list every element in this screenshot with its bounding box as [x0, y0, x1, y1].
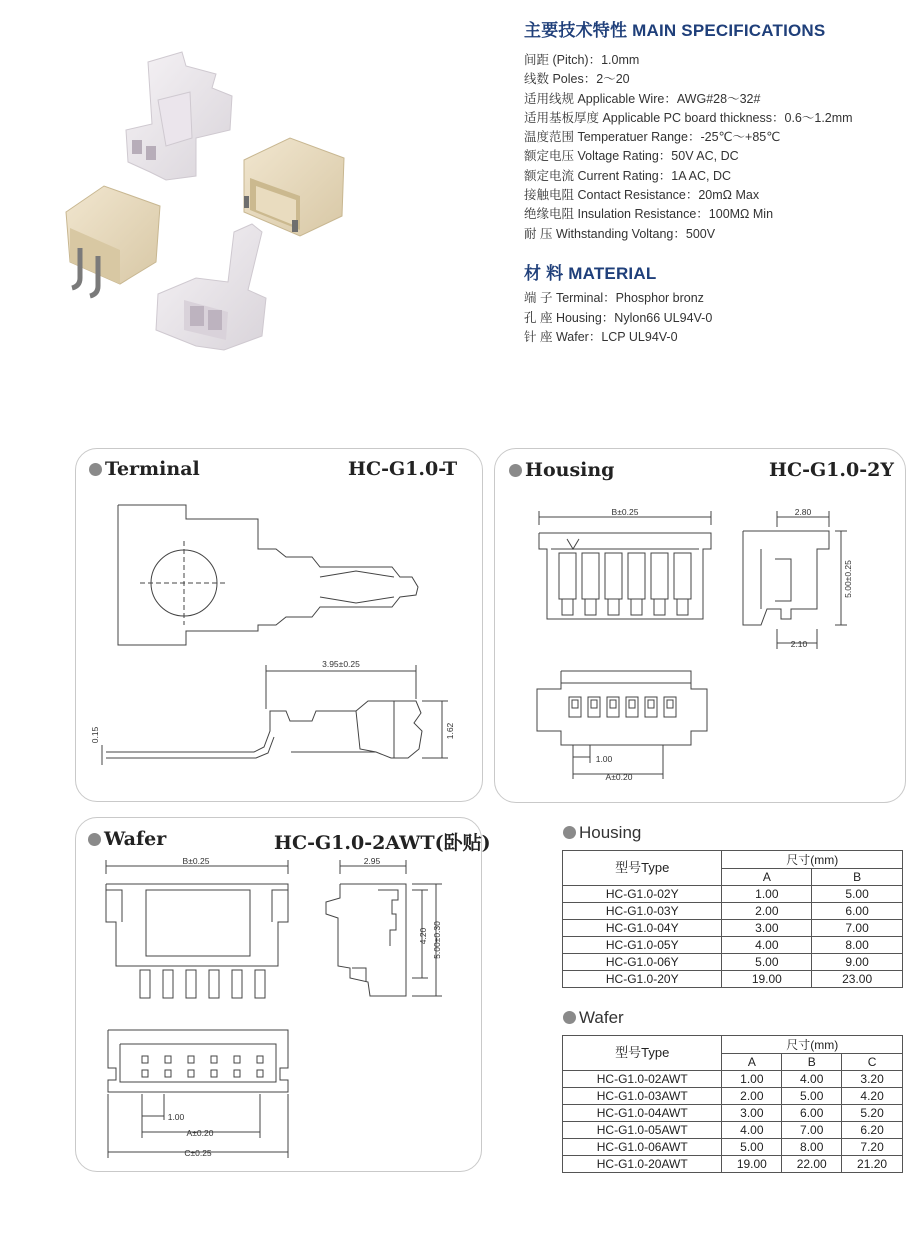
pin-lead: [186, 970, 196, 998]
beige-housing-right: [244, 138, 344, 236]
material-wafer: 针 座 Wafer：LCP UL94V-0: [524, 330, 678, 344]
value-cell: 23.00: [812, 971, 903, 988]
wafer-pitch-dim: 1.00: [167, 1112, 185, 1122]
pin-lead: [209, 970, 219, 998]
material-title: 材 料 MATERIAL: [524, 264, 657, 283]
value-cell: 8.00: [782, 1139, 842, 1156]
value-cell: 9.00: [812, 954, 903, 971]
value-cell: 4.00: [722, 937, 812, 954]
white-plug-top: [126, 52, 232, 180]
housing-b-dim: B±0.25: [611, 507, 639, 517]
wafer-h2-dim: 5.00±0.30: [432, 921, 442, 959]
wafer-table-title: Wafer: [563, 1008, 624, 1028]
column-header: B: [812, 869, 903, 886]
pin-lead: [255, 970, 265, 998]
bullet-icon: [563, 826, 576, 839]
terminal-drawing: [76, 449, 482, 801]
table-row: [563, 1156, 903, 1173]
spec-pitch: 间距 (Pitch)：1.0mm: [524, 53, 640, 67]
spec-wire: 适用线规 Applicable Wire：AWG#28～32#: [524, 91, 761, 106]
table-row: [563, 1122, 903, 1139]
type-header: 型号Type: [563, 1036, 722, 1071]
pin-lead: [232, 970, 242, 998]
table-row: [563, 903, 903, 920]
table-row: [563, 1071, 903, 1088]
pin-top: [142, 1056, 148, 1063]
pin-bottom: [188, 1070, 194, 1077]
housing-panel: [494, 448, 906, 803]
value-cell: 4.20: [842, 1088, 903, 1105]
model-cell: HC-G1.0-05AWT: [563, 1122, 722, 1139]
housing-table-title: Housing: [563, 823, 641, 843]
material-housing: 孔 座 Housing：Nylon66 UL94V-0: [524, 310, 713, 325]
wafer-depth-dim: 2.95: [363, 856, 381, 866]
value-cell: 22.00: [782, 1156, 842, 1173]
value-cell: 6.20: [842, 1122, 903, 1139]
table-row: [563, 937, 903, 954]
terminal-panel: [75, 448, 483, 802]
housing-a-dim: A±0.20: [605, 772, 633, 782]
value-cell: 7.00: [782, 1122, 842, 1139]
value-cell: 5.00: [782, 1088, 842, 1105]
pin-bottom: [165, 1070, 171, 1077]
value-cell: 1.00: [722, 886, 812, 903]
model-cell: HC-G1.0-06Y: [563, 954, 722, 971]
bullet-icon: [563, 1011, 576, 1024]
housing-model: HC-G1.0-2Y: [769, 459, 894, 481]
value-cell: 19.00: [722, 971, 812, 988]
contact-window: [667, 700, 673, 708]
model-cell: HC-G1.0-05Y: [563, 937, 722, 954]
pin-bottom: [211, 1070, 217, 1077]
housing-panel-title: Housing: [509, 459, 614, 481]
column-header: A: [722, 869, 812, 886]
value-cell: 8.00: [812, 937, 903, 954]
table-row: [563, 971, 903, 988]
contact-slot-base: [585, 599, 596, 615]
value-cell: 7.00: [812, 920, 903, 937]
pin-top: [211, 1056, 217, 1063]
value-cell: 5.20: [842, 1105, 903, 1122]
model-cell: HC-G1.0-04AWT: [563, 1105, 722, 1122]
value-cell: 3.00: [722, 1105, 782, 1122]
pin-bottom: [142, 1070, 148, 1077]
white-plug-bottom: [156, 224, 266, 350]
value-cell: 1.00: [722, 1071, 782, 1088]
spec-temperature: 温度范围 Temperatuer Range：-25℃～+85℃: [524, 130, 781, 145]
model-cell: HC-G1.0-04Y: [563, 920, 722, 937]
housing-base-dim: 2.10: [790, 639, 808, 649]
value-cell: 3.20: [842, 1071, 903, 1088]
table-row: [563, 1088, 903, 1105]
material-terminal: 端 子 Terminal：Phosphor bronz: [524, 291, 704, 305]
specs-title: 主要技术特性 MAIN SPECIFICATIONS: [524, 21, 826, 40]
pin-top: [257, 1056, 263, 1063]
contact-window: [591, 700, 597, 708]
contact-slot: [559, 553, 576, 599]
wafer-panel-title: Wafer: [88, 828, 166, 850]
wafer-drawing: [76, 818, 481, 1171]
contact-slot: [605, 553, 622, 599]
value-cell: 5.00: [722, 954, 812, 971]
pin-top: [234, 1056, 240, 1063]
type-header: 型号Type: [563, 851, 722, 886]
housing-table: [562, 850, 903, 988]
terminal-length-dim: 3.95±0.25: [322, 659, 360, 669]
spec-contact-resistance: 接触电阻 Contact Resistance：20mΩ Max: [524, 188, 760, 203]
pin-top: [165, 1056, 171, 1063]
value-cell: 3.00: [722, 920, 812, 937]
model-cell: HC-G1.0-06AWT: [563, 1139, 722, 1156]
specs-list: [524, 51, 853, 244]
value-cell: 19.00: [722, 1156, 782, 1173]
pin-bottom: [257, 1070, 263, 1077]
beige-wafer-left: [66, 186, 160, 296]
contact-slot-base: [631, 599, 642, 615]
column-header: C: [842, 1054, 903, 1071]
column-header: B: [782, 1054, 842, 1071]
wafer-table: [562, 1035, 903, 1173]
housing-pitch-dim: 1.00: [595, 754, 613, 764]
spec-withstanding-voltage: 耐 压 Withstanding Voltang：500V: [524, 226, 716, 241]
pin-top: [188, 1056, 194, 1063]
wafer-c-dim: C±0.25: [184, 1148, 212, 1158]
contact-slot-base: [654, 599, 665, 615]
spec-insulation-resistance: 绝缘电阻 Insulation Resistance：100MΩ Min: [524, 207, 774, 222]
terminal-panel-title: Terminal: [89, 458, 200, 480]
value-cell: 4.00: [722, 1122, 782, 1139]
product-photo: [0, 0, 410, 400]
pin-lead: [140, 970, 150, 998]
table-row: [563, 886, 903, 903]
table-row: [563, 1105, 903, 1122]
contact-slot: [628, 553, 645, 599]
contact-slot-base: [562, 599, 573, 615]
wafer-panel: [75, 817, 491, 1172]
pin-bottom: [234, 1070, 240, 1077]
model-cell: HC-G1.0-20AWT: [563, 1156, 722, 1173]
contact-slot: [674, 553, 691, 599]
model-cell: HC-G1.0-02Y: [563, 886, 722, 903]
spec-voltage: 额定电压 Voltage Rating：50V AC, DC: [524, 149, 739, 164]
terminal-thickness-dim: 0.15: [90, 726, 100, 744]
terminal-height-dim: 1.62: [445, 722, 455, 740]
spec-board-thickness: 适用基板厚度 Applicable PC board thickness：0.6～1.2mm: [524, 110, 853, 125]
wafer-model: HC-G1.0-2AWT(卧贴): [274, 832, 491, 854]
table-row: [563, 1139, 903, 1156]
housing-depth-dim: 2.80: [794, 507, 812, 517]
value-cell: 2.00: [722, 903, 812, 920]
contact-slot-base: [677, 599, 688, 615]
table-row: [563, 954, 903, 971]
value-cell: 6.00: [812, 903, 903, 920]
spec-current: 额定电流 Current Rating：1A AC, DC: [524, 168, 732, 183]
model-cell: HC-G1.0-02AWT: [563, 1071, 722, 1088]
size-header: 尺寸(mm): [722, 1036, 903, 1054]
value-cell: 6.00: [782, 1105, 842, 1122]
contact-slot: [582, 553, 599, 599]
wafer-h1-dim: 4.20: [418, 927, 428, 945]
contact-slot: [651, 553, 668, 599]
contact-window: [610, 700, 616, 708]
value-cell: 21.20: [842, 1156, 903, 1173]
housing-drawing: [495, 449, 905, 802]
pin-lead: [163, 970, 173, 998]
model-cell: HC-G1.0-03AWT: [563, 1088, 722, 1105]
table-row: [563, 920, 903, 937]
housing-height-dim: 5.00±0.25: [843, 560, 853, 598]
wafer-b-dim: B±0.25: [182, 856, 210, 866]
spec-poles: 线数 Poles：2～20: [524, 72, 630, 87]
value-cell: 5.00: [722, 1139, 782, 1156]
value-cell: 4.00: [782, 1071, 842, 1088]
column-header: A: [722, 1054, 782, 1071]
terminal-model: HC-G1.0-T: [348, 458, 458, 480]
value-cell: 5.00: [812, 886, 903, 903]
wafer-a-dim: A±0.20: [186, 1128, 214, 1138]
contact-slot-base: [608, 599, 619, 615]
contact-window: [572, 700, 578, 708]
contact-window: [648, 700, 654, 708]
model-cell: HC-G1.0-03Y: [563, 903, 722, 920]
value-cell: 7.20: [842, 1139, 903, 1156]
value-cell: 2.00: [722, 1088, 782, 1105]
model-cell: HC-G1.0-20Y: [563, 971, 722, 988]
contact-window: [629, 700, 635, 708]
material-list: [524, 289, 712, 348]
size-header: 尺寸(mm): [722, 851, 903, 869]
